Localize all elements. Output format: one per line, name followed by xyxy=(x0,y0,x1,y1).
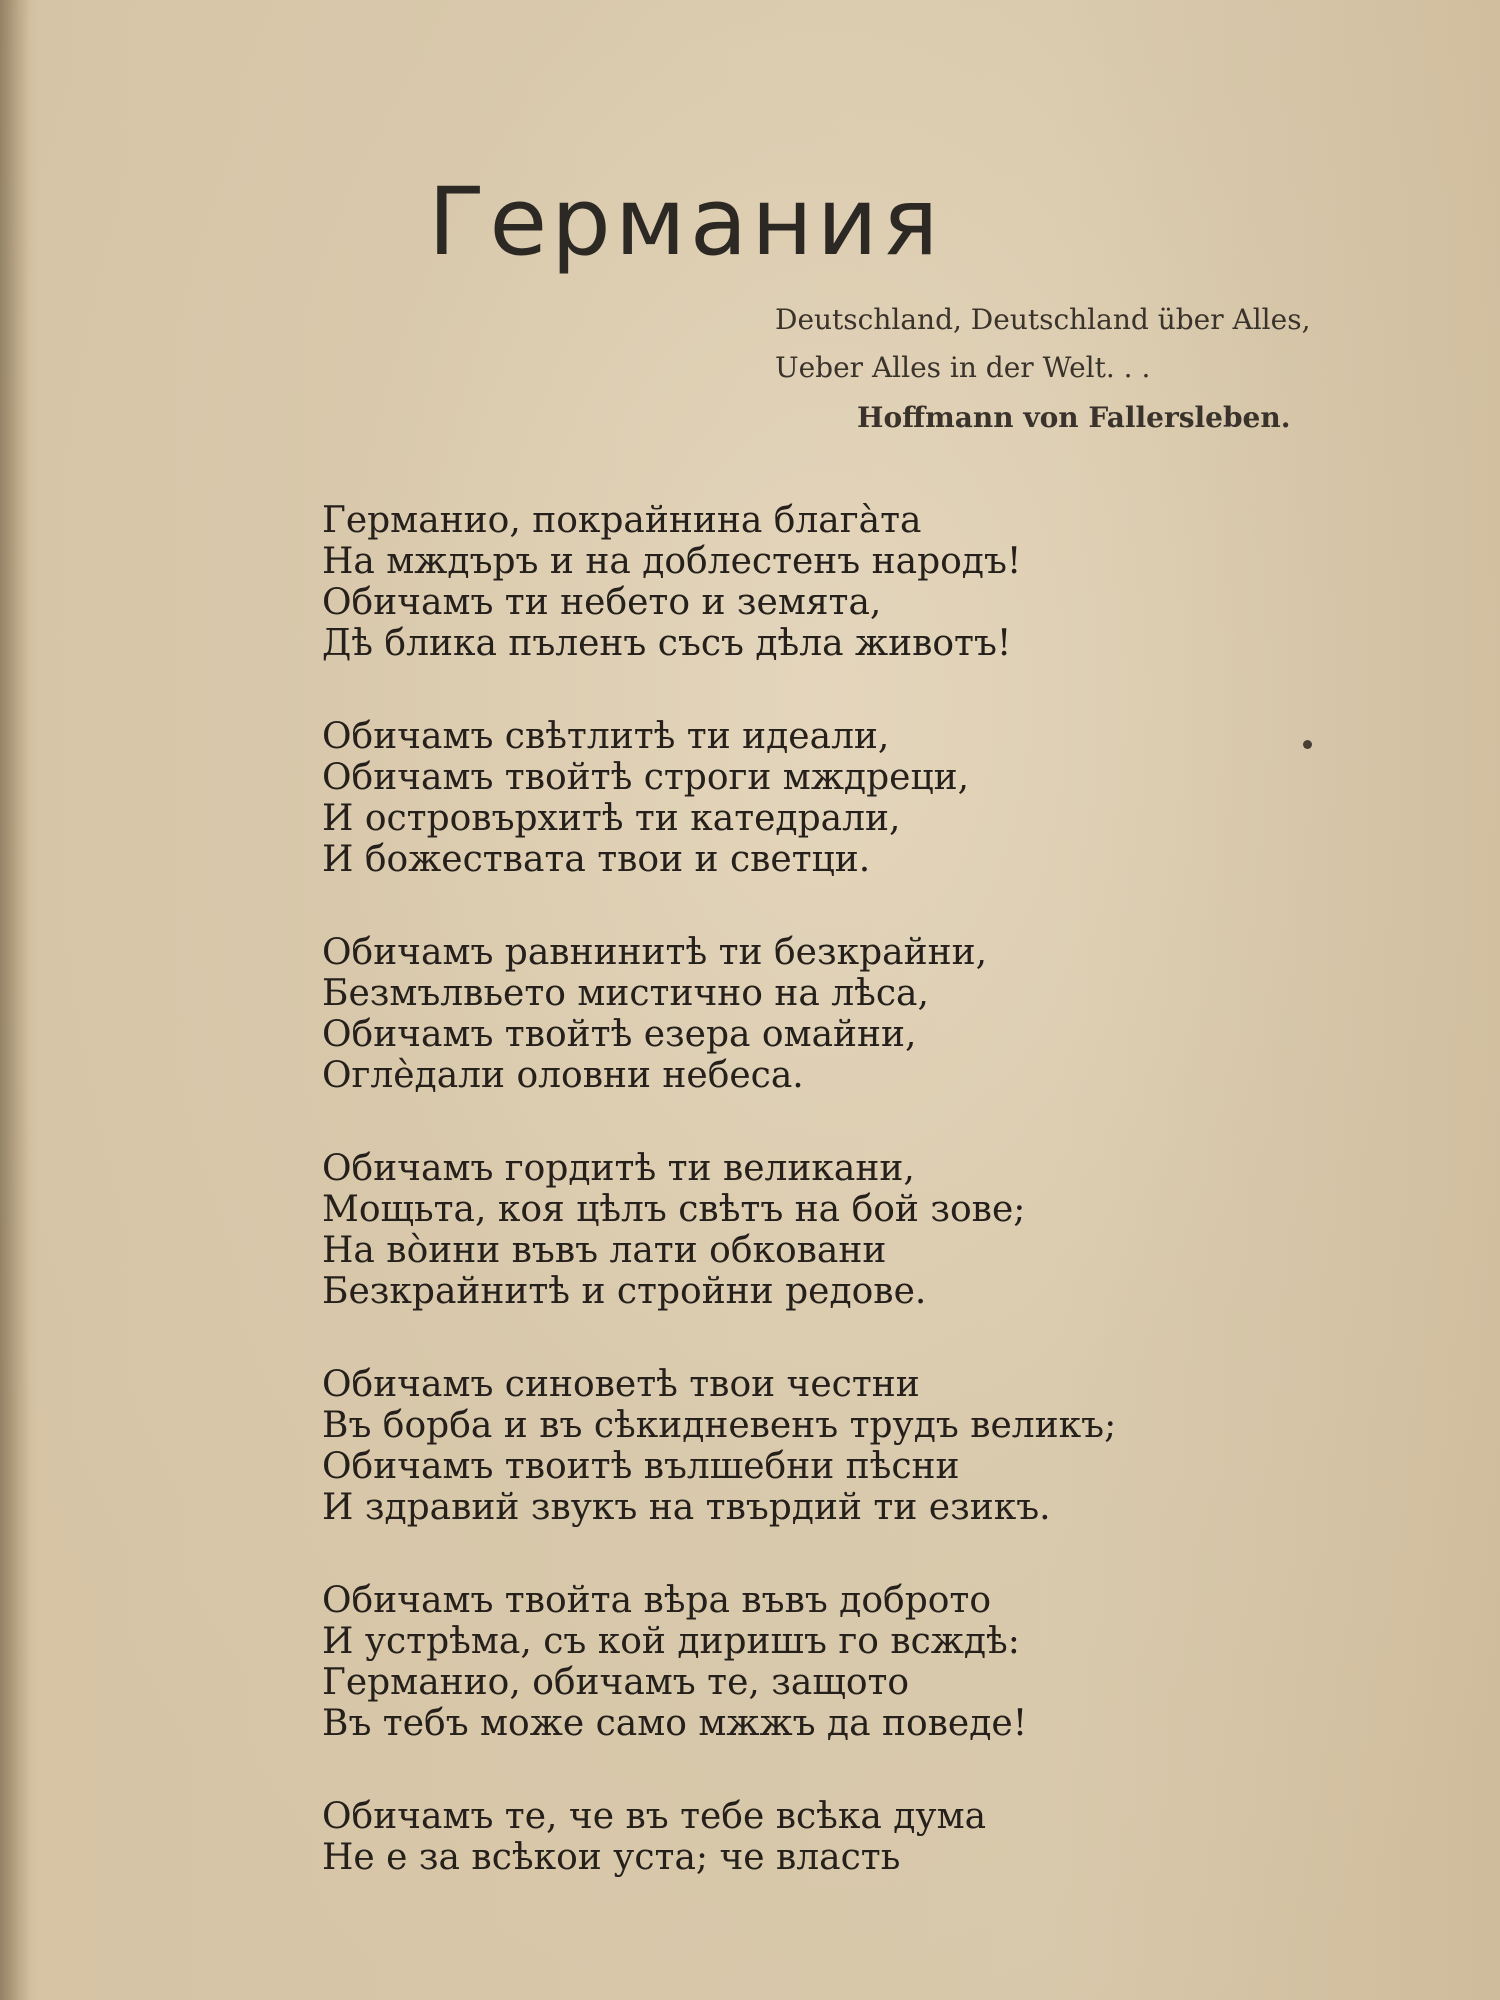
verse-line: Обичамъ свѣтлитѣ ти идеали, xyxy=(322,716,890,757)
stanza-4 xyxy=(322,1148,1322,1312)
verse-line: Обичамъ синоветѣ твои честни xyxy=(322,1364,920,1405)
verse-line: И островърхитѣ ти катедрали, xyxy=(322,798,901,839)
verse-line: Безмълвьето мистично на лѣса, xyxy=(322,973,929,1014)
epigraph-line: Ueber Alles in der Welt. . . xyxy=(775,351,1151,384)
verse-line: Германио, обичамъ те, защото xyxy=(322,1662,910,1703)
verse-line: И здравий звукъ на твърдий ти езикъ. xyxy=(322,1487,1051,1528)
verse-line: И устрѣма, съ кой диришъ го всждѣ: xyxy=(322,1621,1020,1662)
verse-line: Обичамъ равнинитѣ ти безкрайни, xyxy=(322,932,988,973)
epigraph xyxy=(775,296,1415,442)
verse-line: Не е за всѣкои уста; че власть xyxy=(322,1837,901,1878)
verse-line: Германио, покрайнина благàта xyxy=(322,500,922,541)
stanza-2 xyxy=(322,716,1322,880)
verse-line: Обичамъ ти небето и земята, xyxy=(322,582,882,623)
stanza-6 xyxy=(322,1580,1322,1744)
epigraph-author: Hoffmann von Fallersleben. xyxy=(857,401,1291,434)
verse-line: Обичамъ твойтѣ строги мждреци, xyxy=(322,757,970,798)
verse-line: И божествата твои и светци. xyxy=(322,839,871,880)
verse-line: Въ борба и въ сѣкидневенъ трудъ великъ; xyxy=(322,1405,1117,1446)
stanza-5 xyxy=(322,1364,1322,1528)
verse-line: Обичамъ твойта вѣра въвъ доброто xyxy=(322,1580,992,1621)
verse-line: Безкрайнитѣ и стройни редове. xyxy=(322,1271,927,1312)
stanza-1 xyxy=(322,500,1322,664)
stanza-7 xyxy=(322,1796,1322,1878)
page-spine-shadow xyxy=(0,0,30,2000)
verse-line: Обичамъ твоитѣ вълшебни пѣсни xyxy=(322,1446,960,1487)
verse-line: На мждъръ и на доблестенъ народъ! xyxy=(322,541,1022,582)
verse-line: Обичамъ гордитѣ ти великани, xyxy=(322,1148,915,1189)
epigraph-line: Deutschland, Deutschland über Alles, xyxy=(775,303,1311,336)
verse-line: Мощьта, коя цѣлъ свѣтъ на бой зове; xyxy=(322,1189,1026,1230)
verse-line: Оглѐдали оловни небеса. xyxy=(322,1055,804,1096)
verse-line: На вòини въвъ лати обковани xyxy=(322,1230,887,1271)
verse-line: Дѣ блика пъленъ съсъ дѣла животъ! xyxy=(322,623,1012,664)
verse-line: Обичамъ те, че въ тебе всѣка дума xyxy=(322,1796,987,1837)
poem-body xyxy=(322,500,1322,1930)
verse-line: Въ тебъ може само мжжъ да поведе! xyxy=(322,1703,1028,1744)
stanza-3 xyxy=(322,932,1322,1096)
verse-line: Обичамъ твойтѣ езера омайни, xyxy=(322,1014,917,1055)
poem-title: Германия xyxy=(428,168,943,277)
